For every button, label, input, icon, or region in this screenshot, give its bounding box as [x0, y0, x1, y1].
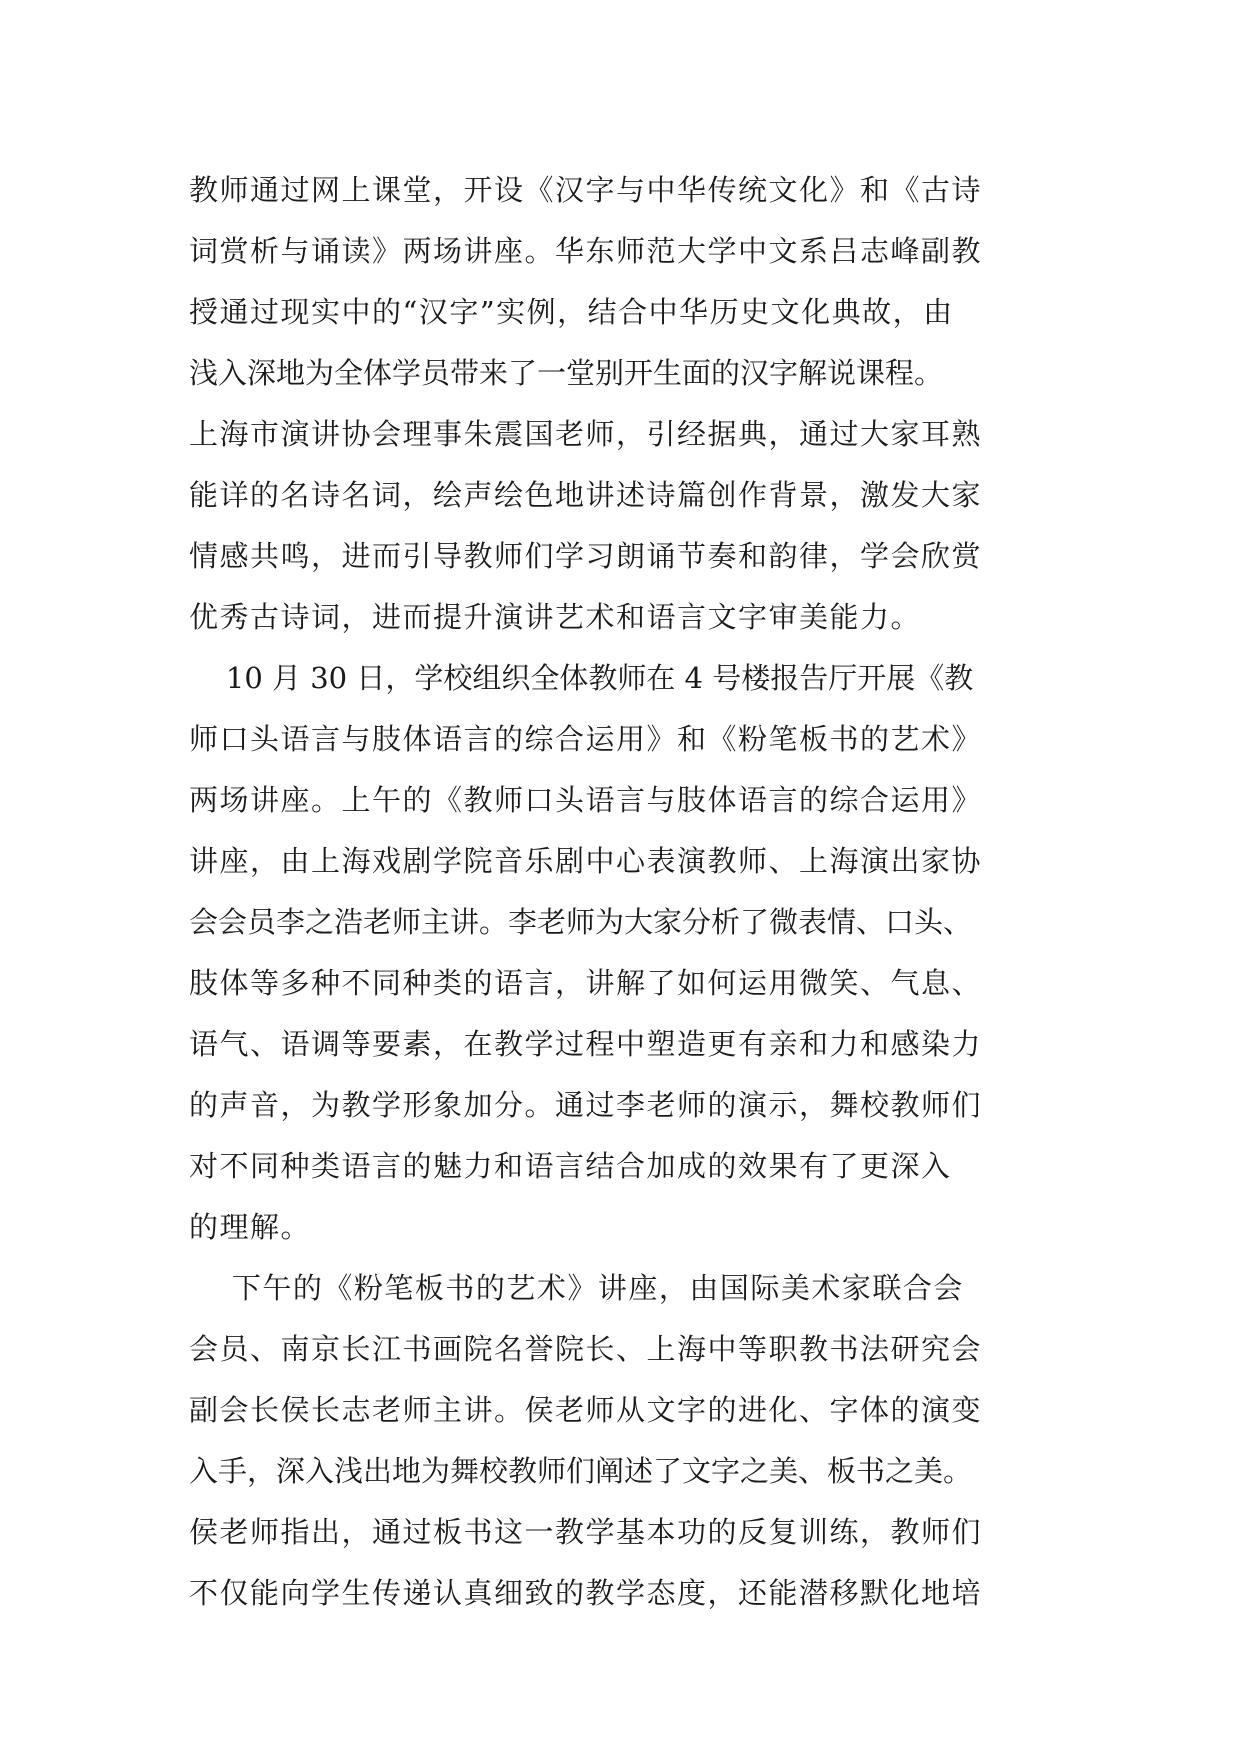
text-line: 讲座，由上海戏剧学院音乐剧中心表演教师、上海演出家协 — [189, 844, 983, 878]
paragraph-3 — [189, 1258, 1059, 1624]
text-line: 下午的《粉笔板书的艺术》讲座，由国际美术家联合会 — [189, 1271, 964, 1305]
document-body — [189, 160, 1059, 1624]
text-line: 词赏析与诵读》两场讲座。华东师范大学中文系吕志峰副教 — [189, 234, 983, 268]
text-line: 教师通过网上课堂，开设《汉字与中华传统文化》和《古诗 — [189, 173, 983, 207]
paragraph-1 — [189, 160, 1059, 648]
text-line: 上海市演讲协会理事朱震国老师，引经据典，通过大家耳熟 — [189, 417, 983, 451]
text-line: 能详的名诗名词，绘声绘色地讲述诗篇创作背景，激发大家 — [189, 478, 983, 512]
text-line: 对不同种类语言的魅力和语言结合加成的效果有了更深入 — [189, 1149, 952, 1183]
text-line: 情感共鸣，进而引导教师们学习朗诵节奏和韵律，学会欣赏 — [189, 539, 983, 573]
text-line: 浅入深地为全体学员带来了一堂别开生面的汉字解说课程。 — [189, 356, 944, 390]
text-line: 侯老师指出，通过板书这一教学基本功的反复训练，教师们 — [189, 1515, 983, 1549]
text-line: 不仅能向学生传递认真细致的教学态度，还能潜移默化地培 — [189, 1576, 983, 1610]
text-line: 会员、南京长江书画院名誉院长、上海中等职教书法研究会 — [189, 1332, 983, 1366]
paragraph-2 — [189, 648, 1059, 1258]
text-line: 的理解。 — [189, 1210, 312, 1244]
text-line: 师口头语言与肢体语言的综合运用》和《粉笔板书的艺术》 — [189, 722, 983, 756]
text-line: 优秀古诗词，进而提升演讲艺术和语言文字审美能力。 — [189, 600, 922, 634]
text-line: 会会员李之浩老师主讲。李老师为大家分析了微表情、口头、 — [189, 905, 973, 939]
text-line: 副会长侯长志老师主讲。侯老师从文字的进化、字体的演变 — [189, 1393, 983, 1427]
text-line: 两场讲座。上午的《教师口头语言与肢体语言的综合运用》 — [189, 783, 983, 817]
text-line: 的声音，为教学形象加分。通过李老师的演示，舞校教师们 — [189, 1088, 983, 1122]
text-line: 入手，深入浅出地为舞校教师们阐述了文字之美、板书之美。 — [189, 1454, 973, 1488]
text-line: 语气、语调等要素，在教学过程中塑造更有亲和力和感染力 — [189, 1027, 983, 1061]
text-line: 肢体等多种不同种类的语言，讲解了如何运用微笑、气息、 — [189, 966, 983, 1000]
text-line: 授通过现实中的“汉字”实例，结合中华历史文化典故，由 — [189, 295, 954, 329]
text-line: 10 月 30 日，学校组织全体教师在 4 号楼报告厅开展《教 — [189, 661, 974, 695]
